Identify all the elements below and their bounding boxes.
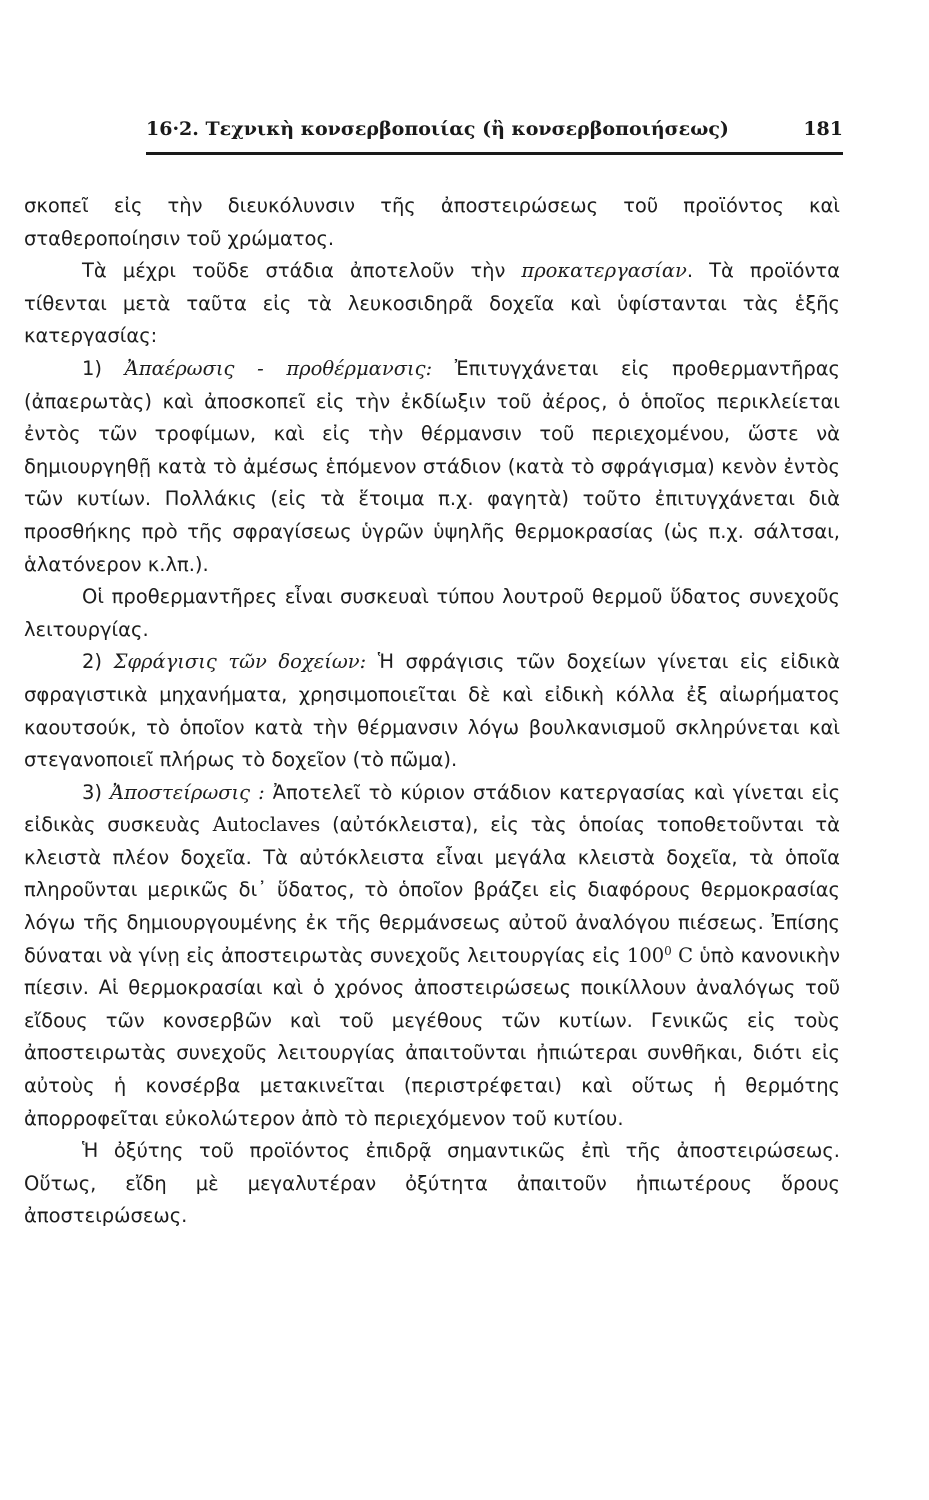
step-title: Ἀπαέρωσις - προθέρμανσις:	[124, 356, 433, 380]
paragraph-acidity	[24, 1135, 840, 1233]
running-header	[146, 118, 843, 148]
step-number: 3)	[82, 780, 103, 804]
paragraph-text: σκοπεῖ εἰς τὴν διευκόλυνσιν τῆς ἀποστειρώσεως τοῦ προϊόντος καὶ σταθεροποίησιν τοῦ χρώματος.	[24, 194, 840, 250]
paragraph-text: Οἱ προθερμαντῆρες εἶναι συσκευαὶ τύπου λουτροῦ θερμοῦ ὕδατος συνεχοῦς λειτουργίας.	[24, 585, 840, 641]
step-1-note	[24, 581, 840, 646]
step-text: Ἡ σφράγισις τῶν δοχείων γίνεται εἰς εἰδικὰ σφραγιστικὰ μηχανήματα, χρησιμοποιεῖται δὲ καὶ εἰδικὴ κόλλα ἐξ αἰωρήματος καουτσούκ, τὸ ὁποῖον κατὰ τὴν θέρμανσιν λόγω βουλκανισμοῦ σκληρύνεται καὶ στεγανοποιεῖ πλήρως τὸ δοχεῖον (τὸ πῶμα).	[24, 650, 841, 772]
temperature-value	[627, 944, 693, 967]
step-text: (αὐτόκλειστα), εἰς τὰς ὁποίας τοποθετοῦνται τὰ κλειστὰ πλέον δοχεῖα. Τὰ αὐτόκλειστα εἶναι μεγάλα κλειστὰ δοχεῖα, τὰ ὁποῖα πληροῦνται μερικῶς δι᾽ ὕδατος, τὸ ὁποῖον βράζει εἰς διαφόρους θερμοκρασίας λόγω τῆς δημιουργουμένης ἐκ τῆς θερμάνσεως αὐτοῦ ἀναλόγου πιέσεως. Ἐπίσης δύναται νὰ γίνῃ εἰς ἀποστειρωτὰς συνεχοῦς λειτουργίας εἰς	[24, 813, 840, 967]
autoclaves-term: Autoclaves	[212, 813, 321, 837]
step-text: Ἀποτελεῖ τὸ κύριον στάδιον κατεργασίας καὶ γίνεται εἰς εἰδικὰς συσκευὰς	[24, 780, 841, 837]
paragraph-text: . Τὰ προϊόντα τίθενται μετὰ ταῦτα εἰς τὰ λευκοσιδηρᾶ δοχεῖα καὶ ὑφίστανται τὰς ἑξῆς κατεργασίας:	[24, 259, 840, 348]
step-title: Ἀποστείρωσις :	[110, 780, 265, 804]
temperature-number: 100	[626, 943, 665, 967]
temperature-degree: 0	[664, 943, 672, 958]
emphasized-term: προκατεργασίαν	[521, 259, 687, 283]
temperature-unit: C	[671, 943, 694, 967]
step-1-deaeration	[24, 353, 840, 581]
step-3-sterilization	[24, 777, 840, 1136]
step-title: Σφράγισις τῶν δοχείων:	[113, 650, 367, 674]
step-text: Ἐπιτυγχάνεται εἰς προθερμαντῆρας (ἀπαερωτὰς) καὶ ἀποσκοπεῖ εἰς τὴν ἐκδίωξιν τοῦ ἀέρος, ὁ ὁποῖος περικλείεται ἐντὸς τῶν τροφίμων, καὶ εἰς τὴν θέρμανσιν τοῦ περιεχομένου, ὥστε νὰ δημιουργηθῇ κατὰ τὸ ἀμέσως ἑπόμενον στάδιον (κατὰ τὸ σφράγισμα) κενὸν ἐντὸς τῶν κυτίων. Πολλάκις (εἰς τὰ ἕτοιμα π.χ. φαγητὰ) τοῦτο ἐπιτυγχάνεται διὰ προσθήκης πρὸ τῆς σφραγίσεως ὑγρῶν ὑψηλῆς θερμοκρασίας (ὡς π.χ. σάλτσαι, ἁλατόνερον κ.λπ.).	[24, 356, 841, 576]
body-text	[24, 190, 840, 1233]
step-text: ὑπὸ κανονικὴν πίεσιν. Αἱ θερμοκρασίαι καὶ ὁ χρόνος ἀποστειρώσεως ποικίλλουν ἀναλόγως τοῦ εἴδους τῶν κονσερβῶν καὶ τοῦ μεγέθους τῶν κυτίων. Γενικῶς εἰς τοὺς ἀποστειρωτὰς συνεχοῦς λειτουργίας ἀπαιτοῦνται ἠπιώτεραι συνθῆκαι, διότι εἰς αὐτοὺς ἡ κονσέρβα μετακινεῖται (περιστρέφεται) καὶ οὕτως ἡ θερμότης ἀπορροφεῖται εὐκολώτερον ἀπὸ τὸ περιεχόμενον τοῦ κυτίου.	[24, 943, 840, 1130]
page-number: 181	[803, 118, 843, 140]
paragraph-text: Ἡ ὀξύτης τοῦ προϊόντος ἐπιδρᾷ σημαντικῶς ἐπὶ τῆς ἀποστειρώσεως. Οὕτως, εἴδη μὲ μεγαλυτέραν ὀξύτητα ἀπαιτοῦν ἠπιωτέρους ὅρους ἀποστειρώσεως.	[24, 1139, 840, 1228]
step-number: 1)	[82, 356, 103, 380]
running-title: 16·2. Τεχνικὴ κονσερβοποιίας (ἢ κονσερβοποιήσεως)	[146, 118, 729, 140]
step-number: 2)	[82, 650, 103, 674]
paragraph-text: Τὰ μέχρι τοῦδε στάδια ἀποτελοῦν τὴν	[82, 259, 522, 283]
header-rule	[146, 152, 843, 155]
paragraph-continuation	[24, 190, 840, 255]
step-2-sealing	[24, 646, 840, 776]
paragraph-pretreatment	[24, 255, 840, 353]
